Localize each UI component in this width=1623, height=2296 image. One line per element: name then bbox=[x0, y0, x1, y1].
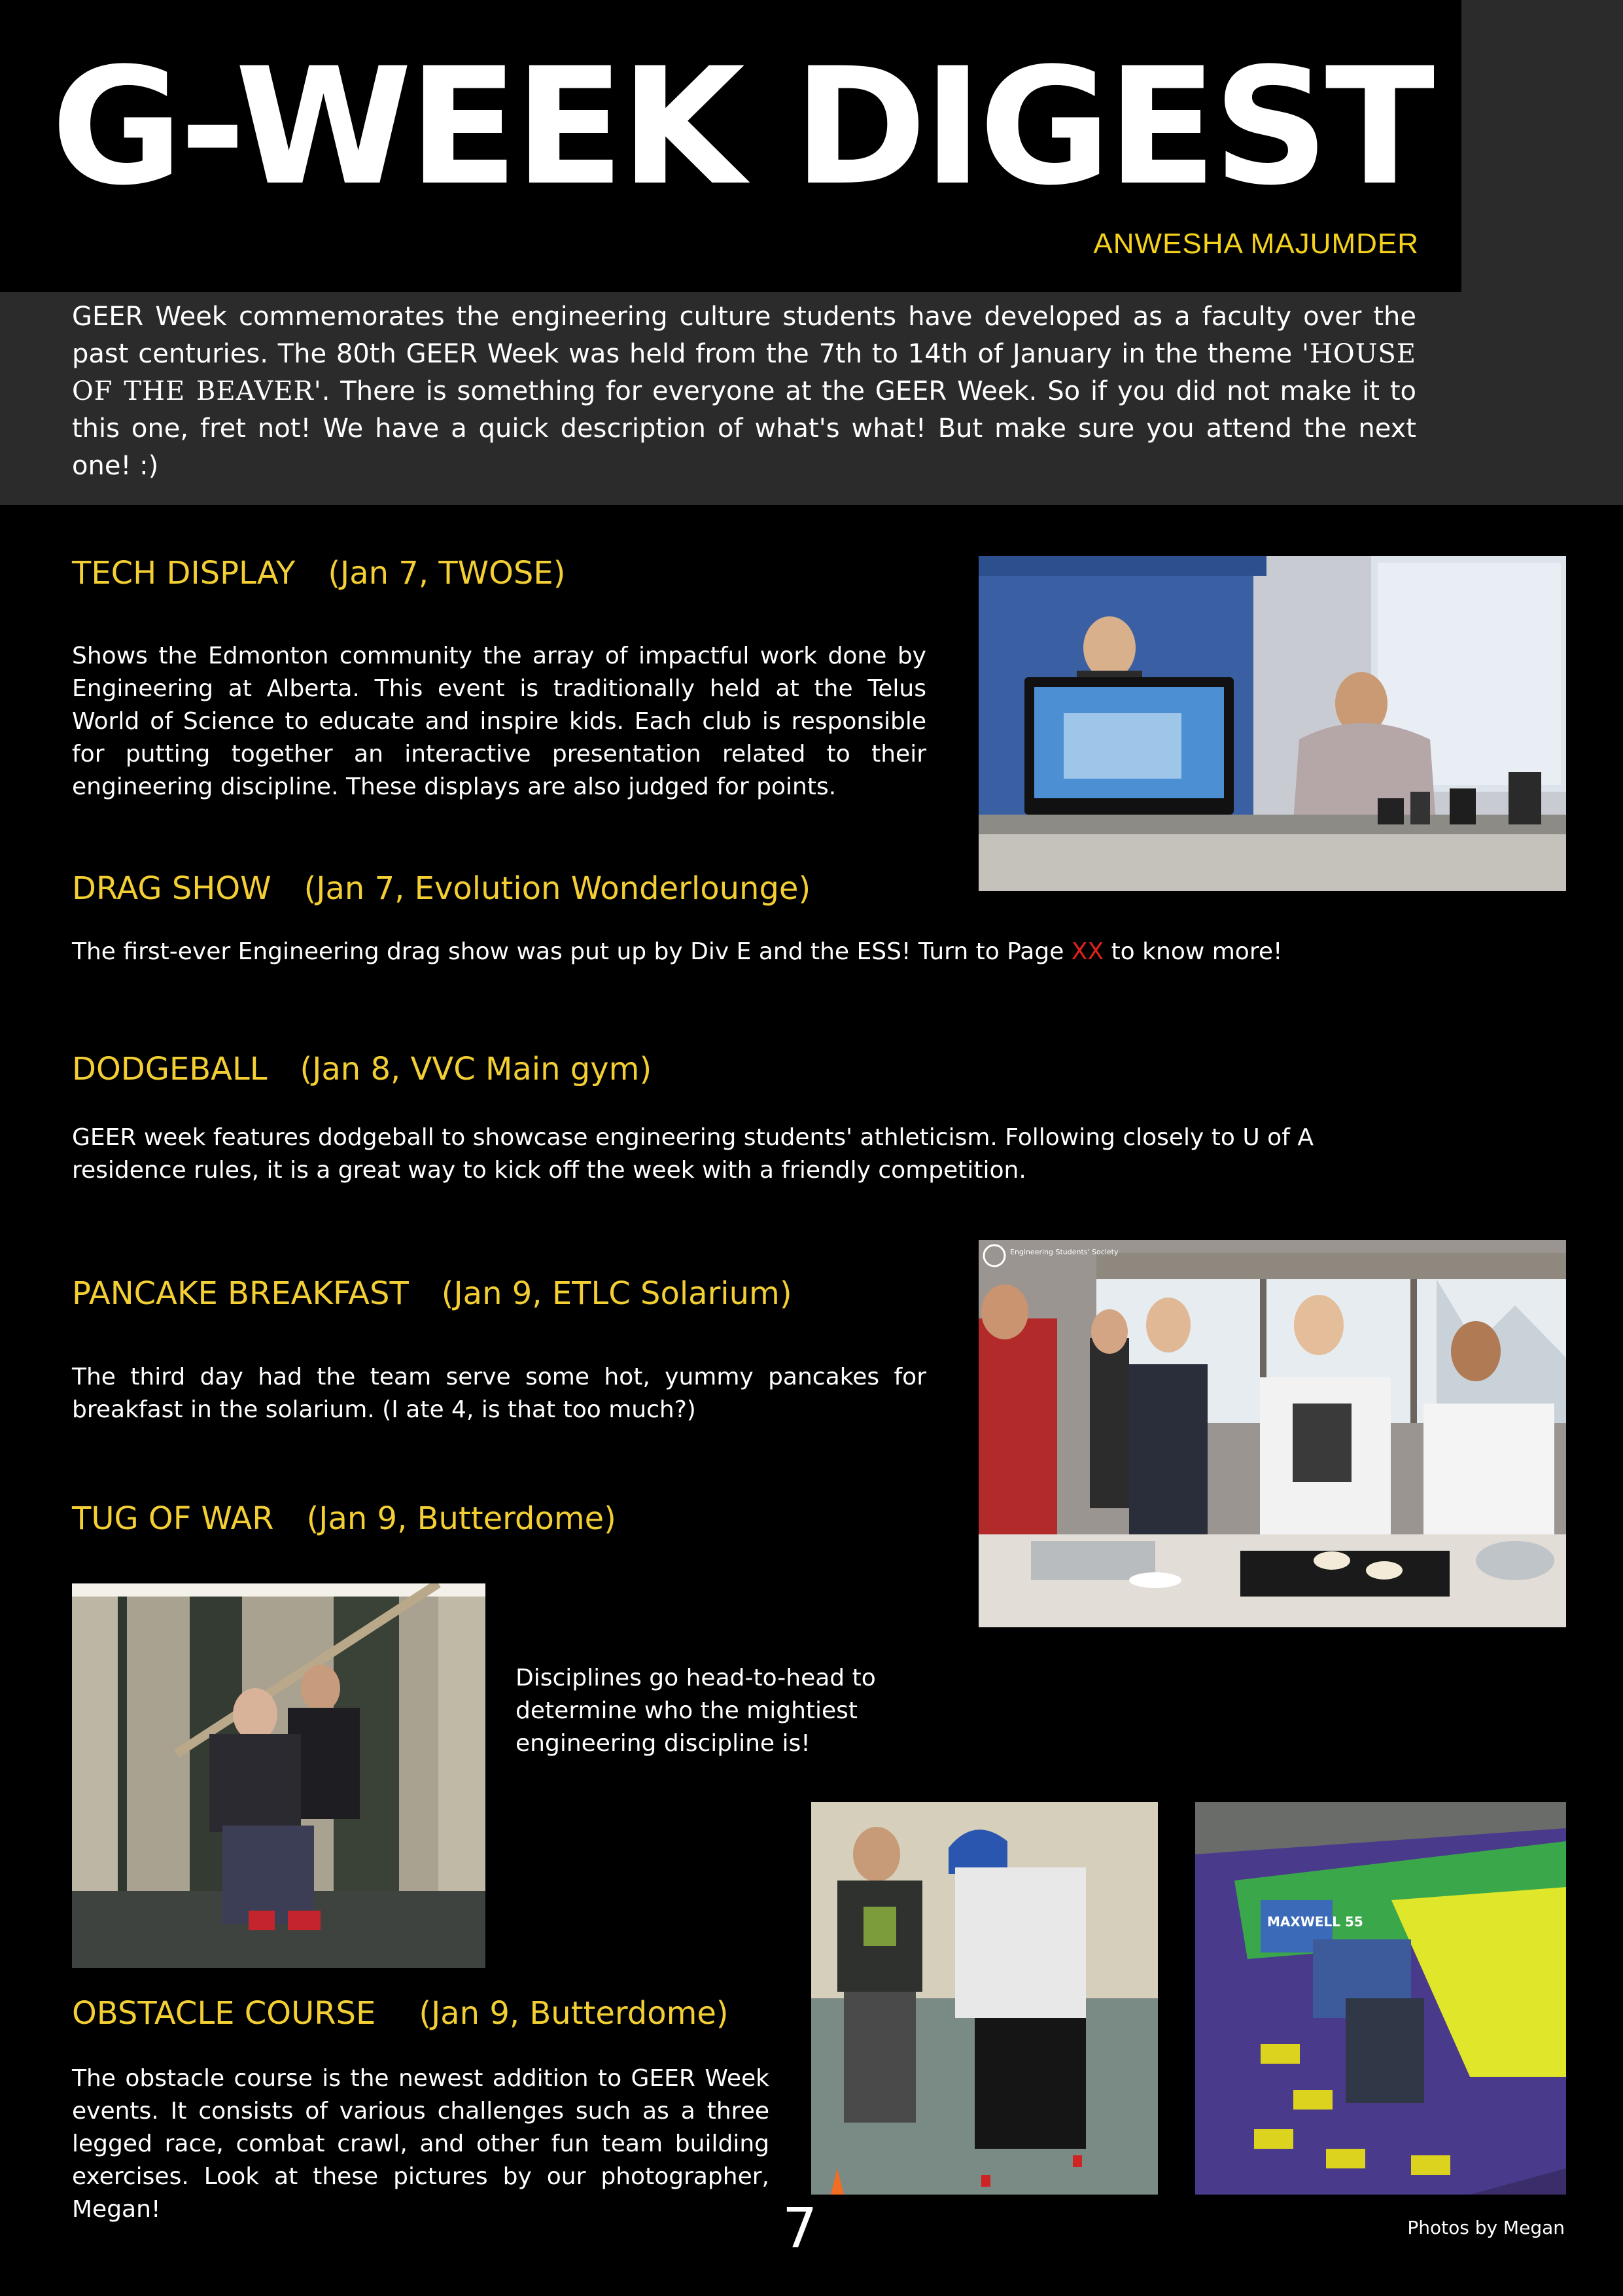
text-pancake-breakfast: The third day had the team serve some hot, yummy pancakes for breakfast in the solarium. (I ate 4, is that too much?) bbox=[72, 1364, 926, 1423]
text-tug-of-war: Disciplines go head-to-head to determine who the mightiest engineering discipline is! bbox=[515, 1665, 876, 1757]
intro-theme: 'HOUSE OF THE BEAVER' bbox=[72, 339, 1416, 406]
event-date: (Jan 7, Evolution Wonderlounge) bbox=[304, 870, 811, 907]
intro-paragraph bbox=[72, 298, 1416, 485]
drag-show-text-after: to know more! bbox=[1104, 938, 1283, 965]
photo-credit: Photos by Megan bbox=[1407, 2217, 1565, 2238]
event-name: OBSTACLE COURSE bbox=[72, 1995, 376, 2032]
photo-tug-of-war bbox=[72, 1583, 485, 1968]
heading-obstacle-course bbox=[72, 1995, 729, 2032]
pancake-photo-illustration bbox=[979, 1240, 1566, 1627]
event-date: (Jan 7, TWOSE) bbox=[328, 555, 566, 592]
obstacle-photo-2-illustration bbox=[1195, 1802, 1566, 2195]
event-name: TECH DISPLAY bbox=[72, 555, 296, 592]
tech-display-photo-illustration bbox=[979, 556, 1566, 891]
event-date: (Jan 8, VVC Main gym) bbox=[300, 1051, 652, 1087]
page-number: 7 bbox=[782, 2196, 818, 2260]
event-name: DRAG SHOW bbox=[72, 870, 271, 907]
heading-tech-display bbox=[72, 555, 566, 592]
text-dodgeball: GEER week features dodgeball to showcase engineering students' athleticism. Following closely to U of A residence rules, it is a great way to kick off the week with a friendly competition. bbox=[72, 1124, 1314, 1184]
tug-of-war-photo-illustration bbox=[72, 1583, 485, 1968]
sidebar-strip bbox=[1461, 0, 1623, 505]
photo-pancake-breakfast bbox=[979, 1240, 1566, 1627]
obstacle-photo-1-illustration bbox=[811, 1802, 1158, 2195]
event-date: (Jan 9, Butterdome) bbox=[306, 1500, 616, 1537]
heading-drag-show bbox=[72, 870, 811, 907]
drag-show-text-before: The first-ever Engineering drag show was put up by Div E and the ESS! Turn to Page bbox=[72, 938, 1072, 965]
text-tech-display: Shows the Edmonton community the array of impactful work done by Engineering at Alberta. This event is traditionally held at the Telus World of Science to educate and inspire kids. Each club is responsible for putting together an interactive presentation related to their engineering discipline. These displays are also judged for points. bbox=[72, 643, 926, 800]
page-reference-link[interactable]: XX bbox=[1071, 938, 1104, 965]
event-date: (Jan 9, ETLC Solarium) bbox=[441, 1275, 792, 1312]
intro-text-part1: GEER Week commemorates the engineering culture students have developed as a faculty over the past centuries. The 80th GEER Week was held from the 7th to 14th of January in the theme bbox=[72, 302, 1416, 369]
photo-obstacle-course-1 bbox=[811, 1802, 1158, 2195]
event-name: TUG OF WAR bbox=[72, 1500, 274, 1537]
page-title: G-WEEK DIGEST bbox=[51, 34, 1431, 221]
heading-pancake-breakfast bbox=[72, 1275, 792, 1312]
ess-logo-text: Engineering Students' Society bbox=[1010, 1248, 1119, 1256]
text-drag-show bbox=[72, 936, 1511, 968]
photo-tech-display bbox=[979, 556, 1566, 891]
text-obstacle-course: The obstacle course is the newest addition to GEER Week events. It consists of various challenges such as a three legged race, combat crawl, and other fun team building exercises. Look at these pictures by our photographer, Megan! bbox=[72, 2065, 769, 2223]
intro-text-part2: . There is something for everyone at the GEER Week. So if you did not make it to this one, fret not! We have a quick description of what's what! But make sure you attend the next one! :) bbox=[72, 376, 1416, 481]
heading-tug-of-war bbox=[72, 1500, 616, 1537]
jersey-text: MAXWELL 55 bbox=[1267, 1914, 1363, 1930]
photo-obstacle-course-2 bbox=[1195, 1802, 1566, 2195]
event-name: PANCAKE BREAKFAST bbox=[72, 1275, 409, 1312]
event-date: (Jan 9, Butterdome) bbox=[419, 1995, 729, 2032]
heading-dodgeball bbox=[72, 1053, 652, 1085]
author-byline: ANWESHA MAJUMDER bbox=[1093, 228, 1419, 260]
event-name: DODGEBALL bbox=[72, 1051, 268, 1087]
